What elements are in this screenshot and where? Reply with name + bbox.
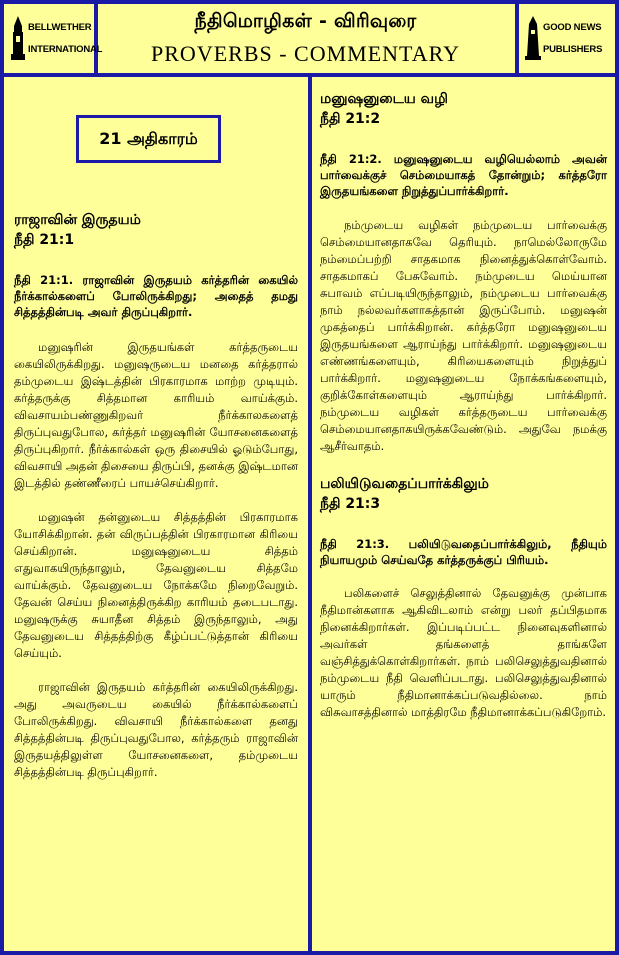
column-divider bbox=[308, 77, 312, 955]
title-block bbox=[98, 4, 513, 73]
verse-text: நீதி 21:3. பலியிடுவதைப்பார்க்கிலும், நீதியும் நியாயமும் செய்வதே கர்த்தருக்குப் பிரியம். bbox=[320, 537, 607, 567]
bellwether-logo bbox=[4, 4, 103, 73]
section-title: பலியிடுவதைப்பார்க்கிலும் bbox=[320, 476, 489, 492]
verse-text: நீதி 21:2. மனுஷனுடைய வழியெல்லாம் அவன் பார்வைக்குச் செம்மையாகத் தோன்றும்; கர்த்தரோ இருதயங்களை நிறுத்துப்பார்க்கிறார். bbox=[320, 152, 607, 198]
left-column bbox=[14, 77, 298, 781]
logo-line-1: GOOD NEWS bbox=[543, 22, 602, 33]
section-title: ராஜாவின் இருதயம் bbox=[14, 212, 141, 228]
logo-line-2: PUBLISHERS bbox=[543, 44, 603, 55]
title-tamil: நீதிமொழிகள் - விரிவுரை bbox=[194, 10, 417, 32]
bell-tower-icon bbox=[10, 16, 26, 60]
logo-line-1: BELLWETHER bbox=[28, 22, 92, 33]
logo-line-2: INTERNATIONAL bbox=[28, 44, 103, 55]
page-header bbox=[4, 4, 615, 73]
title-english: PROVERBS - COMMENTARY bbox=[151, 41, 460, 66]
section-title: மனுஷனுடைய வழி bbox=[320, 91, 448, 107]
chapter-box: 21 அதிகாரம் bbox=[76, 115, 221, 163]
section-ref: நீதி 21:2 bbox=[320, 111, 381, 127]
right-column bbox=[320, 77, 607, 721]
commentary-paragraph: மனுஷன் தன்னுடைய சித்தத்தின் பிரகாரமாக யோசிக்கிறான். தன் விருப்பத்தின் பிரகாரமான கிரியை செய்கிறான். மனுஷனுடைய சித்தம் எதுவாகயிருந்தாலும், தேவனுடைய சித்தமே வாய்க்கும். தேவனுடைய நோக்கமே நிறைவேறும். தேவன் செய்ய நினைத்திருக்கிற காரியம் தடைபடாது. மனுஷருக்கு சுயாதீன சித்தம் இருந்தாலும், அது தேவனுடைய சித்தத்திற்கு கீழ்ப்பட்டுத்தான் கிரியை செய்யும். bbox=[14, 510, 298, 660]
commentary-paragraph: ராஜாவின் இருதயம் கர்த்தரின் கையிலிருக்கிறது. அது அவருடைய கையில் நீர்க்கால்களைப் போலிருக்கிறது. விவசாயி நீர்க்கால்களை தனது சித்தத்தின்படி திருப்புவதுபோல, கர்த்தரும் ராஜாவின் இருதயத்திலுள்ள யோசனைகளை, தம்முடைய சித்தத்தின்படி திருப்புகிறார். bbox=[14, 680, 298, 779]
commentary-paragraph: பலிகளைச் செலுத்தினால் தேவனுக்கு முன்பாக நீதிமான்களாக ஆகிவிடலாம் என்று பலர் தப்பிதமாக நினைக்கிறார்கள். இப்படிப்பட்ட நினைவுகளினால் அவர்கள் தங்களைத் தாங்களே வஞ்சித்துக்கொள்கிறார்கள். நாம் பலிசெலுத்துவதினால் நம்முடைய நீதி வெளிப்படாது. பலிசெலுத்துவதினால் யாரும் நீதிமானாக்கப்படுவதில்லை. நாம் விசுவாசத்தினால் மாத்திரமே நீதிமானாக்கப்படுகிறோம். bbox=[320, 586, 607, 719]
verse-text: நீதி 21:1. ராஜாவின் இருதயம் கர்த்தரின் கையில் நீர்க்கால்களைப் போலிருக்கிறது; அதைத் தமது சித்தத்தின்படி அவர் திருப்புகிறார். bbox=[14, 273, 298, 319]
commentary-paragraph: நம்முடைய வழிகள் நம்முடைய பார்வைக்கு செம்மையானதாகவே தெரியும். நாமெல்லோருமே நம்மைப்பற்றி சாதகமாக நினைத்துக்கொள்வோம். சாதகமாகப் பேசுவோம். நம்முடைய மெய்யான சுபாவம் எப்படியிருந்தாலும், நம்முடைய பார்வைக்கு நாம் நல்லவர்களாகத்தான் இருப்போம். மனுஷன் முகத்தைப் பார்க்கிறான். கர்த்தரோ மனுஷனுடைய இருதயங்களை ஆராய்ந்து பார்க்கிறார். மனுஷனுடைய எண்ணங்களையும், கிரியைகளையும் நிறுத்துப் பார்க்கிறார். மனுஷனுடைய நோக்கங்களையும், குறிக்கோள்களையும் ஆராய்ந்து பார்க்கிறார். நம்முடைய வழிகள் கர்த்தருடைய பார்வைக்கு செம்மையானதாகயிருக்கவேண்டும். அதுவே நமக்கு ஆசீர்வாதம். bbox=[320, 218, 607, 453]
lighthouse-icon bbox=[525, 16, 541, 60]
good-news-logo bbox=[515, 4, 615, 73]
commentary-paragraph: மனுஷரின் இருதயங்கள் கர்த்தருடைய கையிலிருக்கிறது. மனுஷருடைய மனதை கர்த்தரால் தம்முடைய இஷ்டத்தின் பிரகாரமாக மாற்ற முடியும். கர்த்தருக்கு சித்தமான காரியம் வாய்க்கும். விவசாயம்பண்ணுகிறவர் நீர்க்காலகளைத் திருப்புவதுபோல, கர்த்தர் மனுஷரின் யோசனைகளைத் திருப்புகிறார். நீர்க்கால்கள் ஒரு திசையில் ஓடும்போது, விவசாயி அதன் திசையை திருப்பி, தனக்கு இஷ்டமான இடத்தில் தண்ணீரைப் பாயச்செய்கிறார். bbox=[14, 340, 298, 490]
section-ref: நீதி 21:3 bbox=[320, 496, 381, 512]
section-ref: நீதி 21:1 bbox=[14, 232, 75, 248]
